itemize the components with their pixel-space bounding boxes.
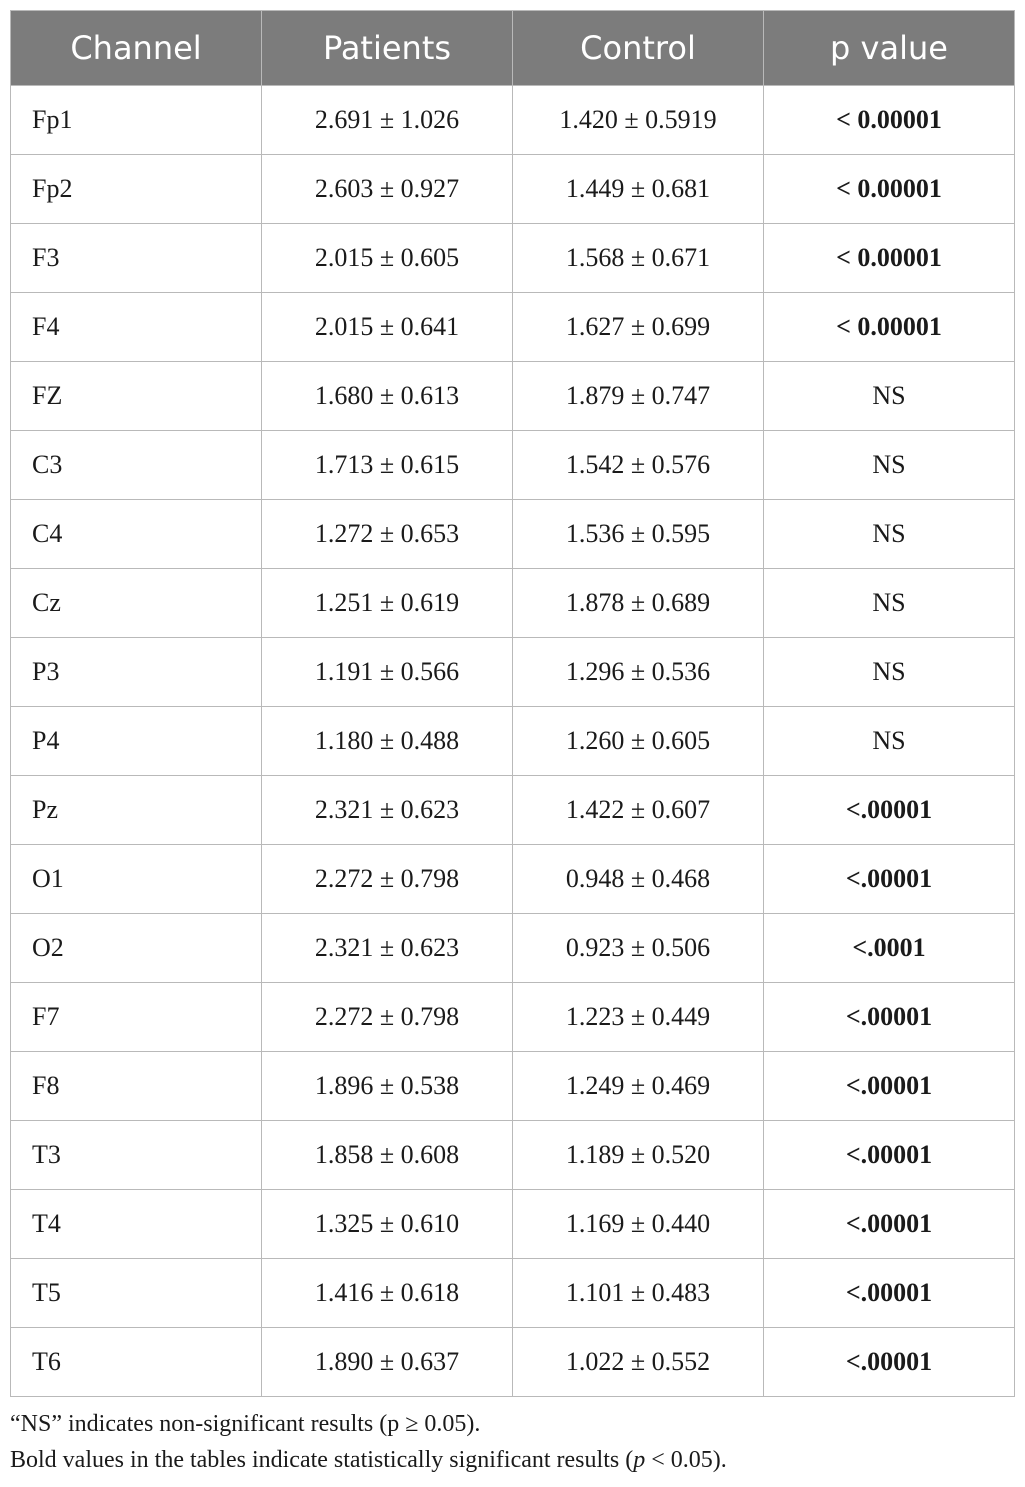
cell-channel: FZ — [11, 362, 262, 431]
table-row — [11, 224, 1015, 293]
cell-channel: T5 — [11, 1259, 262, 1328]
cell-control: 1.101 ± 0.483 — [513, 1259, 764, 1328]
cell-patients: 2.321 ± 0.623 — [262, 914, 513, 983]
cell-patients: 1.680 ± 0.613 — [262, 362, 513, 431]
bold-footnote-suffix: < 0.05). — [645, 1447, 727, 1473]
cell-p-value: NS — [764, 569, 1015, 638]
cell-p-value: < 0.00001 — [764, 155, 1015, 224]
cell-channel: P3 — [11, 638, 262, 707]
cell-patients: 2.603 ± 0.927 — [262, 155, 513, 224]
table-row — [11, 569, 1015, 638]
cell-control: 1.422 ± 0.607 — [513, 776, 764, 845]
cell-p-value: <.00001 — [764, 1328, 1015, 1397]
table-row — [11, 1190, 1015, 1259]
cell-control: 1.022 ± 0.552 — [513, 1328, 764, 1397]
cell-p-value: <.00001 — [764, 983, 1015, 1052]
cell-control: 1.420 ± 0.5919 — [513, 86, 764, 155]
cell-patients: 1.325 ± 0.610 — [262, 1190, 513, 1259]
cell-p-value: <.00001 — [764, 845, 1015, 914]
cell-patients: 1.272 ± 0.653 — [262, 500, 513, 569]
cell-channel: F4 — [11, 293, 262, 362]
cell-control: 1.879 ± 0.747 — [513, 362, 764, 431]
cell-control: 1.296 ± 0.536 — [513, 638, 764, 707]
cell-control: 1.169 ± 0.440 — [513, 1190, 764, 1259]
cell-channel: Fp1 — [11, 86, 262, 155]
cell-patients: 1.416 ± 0.618 — [262, 1259, 513, 1328]
cell-channel: T3 — [11, 1121, 262, 1190]
cell-p-value: NS — [764, 707, 1015, 776]
table-row — [11, 362, 1015, 431]
table-row — [11, 500, 1015, 569]
table-row — [11, 86, 1015, 155]
cell-p-value: <.00001 — [764, 1052, 1015, 1121]
cell-p-value: <.00001 — [764, 776, 1015, 845]
table-row — [11, 1328, 1015, 1397]
cell-patients: 2.272 ± 0.798 — [262, 845, 513, 914]
table-row — [11, 776, 1015, 845]
cell-channel: F7 — [11, 983, 262, 1052]
cell-control: 1.878 ± 0.689 — [513, 569, 764, 638]
table-row — [11, 1052, 1015, 1121]
table-row — [11, 983, 1015, 1052]
table-row — [11, 707, 1015, 776]
cell-channel: O1 — [11, 845, 262, 914]
table-row — [11, 845, 1015, 914]
table-row — [11, 431, 1015, 500]
cell-p-value: NS — [764, 362, 1015, 431]
table-row — [11, 155, 1015, 224]
cell-p-value: < 0.00001 — [764, 224, 1015, 293]
table-header — [11, 11, 1015, 86]
cell-channel: Pz — [11, 776, 262, 845]
table-container — [10, 10, 1014, 1397]
table-row — [11, 1121, 1015, 1190]
cell-p-value: <.0001 — [764, 914, 1015, 983]
cell-channel: T4 — [11, 1190, 262, 1259]
bold-footnote-prefix: Bold values in the tables indicate statistically significant results ( — [10, 1447, 634, 1473]
bold-footnote — [10, 1442, 1014, 1478]
cell-patients: 1.890 ± 0.637 — [262, 1328, 513, 1397]
cell-channel: C4 — [11, 500, 262, 569]
cell-p-value: <.00001 — [764, 1121, 1015, 1190]
header-channel: Channel — [11, 11, 262, 86]
table-row — [11, 1259, 1015, 1328]
cell-control: 1.260 ± 0.605 — [513, 707, 764, 776]
table-row — [11, 638, 1015, 707]
cell-channel: T6 — [11, 1328, 262, 1397]
header-p-value: p value — [764, 11, 1015, 86]
cell-channel: Cz — [11, 569, 262, 638]
table-row — [11, 293, 1015, 362]
cell-control: 1.223 ± 0.449 — [513, 983, 764, 1052]
table-footnotes — [10, 1406, 1014, 1478]
cell-control: 1.627 ± 0.699 — [513, 293, 764, 362]
cell-channel: O2 — [11, 914, 262, 983]
cell-patients: 2.321 ± 0.623 — [262, 776, 513, 845]
cell-patients: 2.015 ± 0.641 — [262, 293, 513, 362]
cell-p-value: NS — [764, 500, 1015, 569]
cell-channel: Fp2 — [11, 155, 262, 224]
cell-control: 0.948 ± 0.468 — [513, 845, 764, 914]
cell-patients: 1.896 ± 0.538 — [262, 1052, 513, 1121]
cell-patients: 2.272 ± 0.798 — [262, 983, 513, 1052]
cell-p-value: <.00001 — [764, 1259, 1015, 1328]
cell-patients: 1.251 ± 0.619 — [262, 569, 513, 638]
cell-p-value: < 0.00001 — [764, 293, 1015, 362]
cell-p-value: < 0.00001 — [764, 86, 1015, 155]
header-patients: Patients — [262, 11, 513, 86]
table-row — [11, 914, 1015, 983]
cell-p-value: NS — [764, 431, 1015, 500]
cell-control: 1.249 ± 0.469 — [513, 1052, 764, 1121]
bold-footnote-p: p — [633, 1447, 646, 1473]
table-body — [11, 86, 1015, 1397]
cell-control: 1.189 ± 0.520 — [513, 1121, 764, 1190]
cell-p-value: <.00001 — [764, 1190, 1015, 1259]
cell-channel: F8 — [11, 1052, 262, 1121]
cell-control: 1.449 ± 0.681 — [513, 155, 764, 224]
header-row — [11, 11, 1015, 86]
results-table — [10, 10, 1015, 1397]
cell-p-value: NS — [764, 638, 1015, 707]
cell-channel: P4 — [11, 707, 262, 776]
cell-patients: 1.713 ± 0.615 — [262, 431, 513, 500]
cell-control: 1.542 ± 0.576 — [513, 431, 764, 500]
cell-control: 0.923 ± 0.506 — [513, 914, 764, 983]
header-control: Control — [513, 11, 764, 86]
cell-patients: 1.180 ± 0.488 — [262, 707, 513, 776]
cell-channel: C3 — [11, 431, 262, 500]
cell-patients: 1.858 ± 0.608 — [262, 1121, 513, 1190]
cell-channel: F3 — [11, 224, 262, 293]
cell-control: 1.568 ± 0.671 — [513, 224, 764, 293]
cell-patients: 1.191 ± 0.566 — [262, 638, 513, 707]
cell-patients: 2.691 ± 1.026 — [262, 86, 513, 155]
cell-control: 1.536 ± 0.595 — [513, 500, 764, 569]
ns-footnote: “NS” indicates non-significant results (p ≥ 0.05). — [10, 1411, 481, 1437]
cell-patients: 2.015 ± 0.605 — [262, 224, 513, 293]
